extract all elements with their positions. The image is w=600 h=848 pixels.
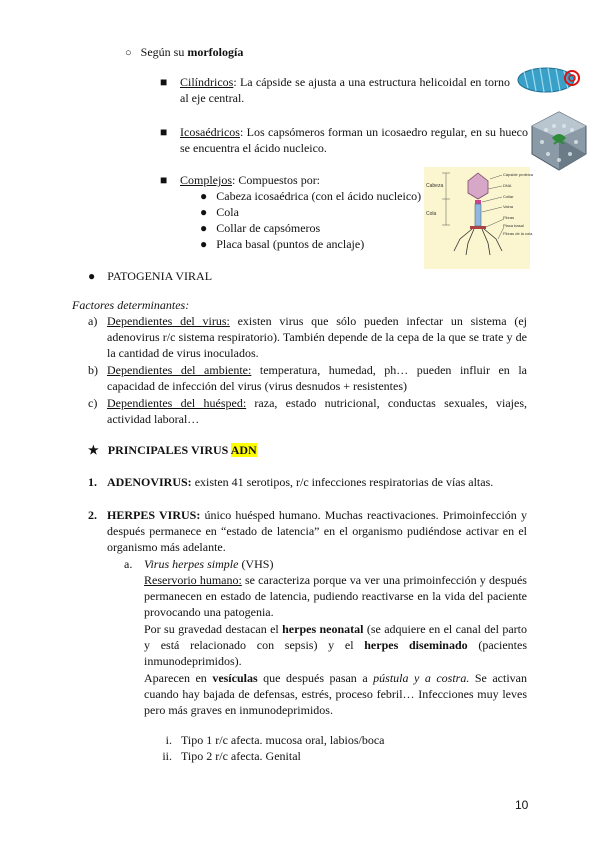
cylindrical-text: : La cápside se ajusta a una estructura helicoidal en torno al eje central. [180, 75, 510, 105]
phage-label: DNA [503, 183, 512, 188]
roman-marker: ii. [162, 749, 172, 763]
heading-bold: morfología [187, 45, 244, 59]
complex-text: : Compuestos por: [232, 173, 321, 187]
star-icon: ★ [88, 443, 99, 457]
square-bullet-icon: ■ [160, 75, 168, 89]
phage-label: Cápside proteica [503, 172, 534, 177]
sub-marker: a. [124, 557, 133, 571]
phage-label: Collar [503, 194, 514, 199]
phage-label: Placa basal [503, 223, 524, 228]
factor-item: Dependientes del virus: existen virus que sólo pueden infectar un sistema (ej adenovirus r/c sistema respiratorio). También depende de la cepa de la que se trate y de la cantidad de virus inoculados. [107, 314, 527, 360]
bacteriophage-diagram [424, 167, 534, 269]
factor-marker: a) [88, 314, 98, 328]
factor-marker: c) [88, 396, 98, 410]
phage-label: Fibras [503, 215, 515, 220]
heading-prefix: Según su [140, 45, 188, 59]
factors-label: Factores determinantes: [72, 298, 190, 312]
phage-label-head: Cabeza [426, 183, 444, 189]
roman-marker: i. [165, 733, 172, 747]
list-item: ● Placa basal (puntos de anclaje) [200, 237, 365, 251]
complex-item [180, 172, 320, 188]
phage-label-tail: Cola [426, 211, 437, 217]
pathogeny-title: PATOGENIA VIRAL [107, 269, 213, 283]
bullet-icon: ● [200, 221, 208, 235]
list-marker: 2. [88, 508, 97, 522]
factor-item: Dependientes del ambiente: temperatura, humedad, ph… pueden influir en la capacidad de infección del virus (virus desnudos + resistentes) [107, 363, 527, 393]
phage-label: Fibras de la cola [503, 231, 533, 236]
bullet-icon: ● [200, 205, 208, 219]
dna-viruses-heading [88, 442, 257, 458]
page-number: 10 [515, 798, 529, 812]
icosahedral-virus-image [526, 108, 592, 174]
bullet-icon: ● [88, 269, 96, 283]
morphology-heading [125, 44, 243, 61]
herpes-item: HERPES VIRUS: único huésped humano. Muchas reactivaciones. Primoinfección y después permanece en “estado de latencia” en el organismo pudiéndose activar en el organismo más adelante. [107, 508, 527, 554]
complex-sublist [200, 188, 421, 252]
helical-virus-image [514, 60, 588, 106]
square-bullet-icon: ■ [160, 173, 168, 187]
hsv-vesicles: Aparecen en vesículas que después pasan a pústula y a costra. Se activan cuando hay bajada de defensas, estrés, proceso febril… Infecciones muy leves pero más graves en inmunodeprimidos. [144, 671, 528, 717]
square-bullet-icon: ■ [160, 125, 168, 139]
cylindrical-item [180, 74, 510, 106]
adenovirus-item: ADENOVIRUS: existen 41 serotipos, r/c infecciones respiratorias de vías altas. [107, 475, 494, 489]
bullet-icon: ● [200, 189, 208, 203]
icosahedral-item [180, 124, 528, 156]
list-item: Tipo 2 r/c afecta. Genital [181, 749, 301, 763]
hsv-reservoir: Reservorio humano: se caracteriza porque va ver una primoinfección y después permanecen en estado de latencia, pudiendo reactivarse en la vida del paciente provocando una patogenia. [144, 573, 527, 619]
list-marker: 1. [88, 475, 97, 489]
icosahedral-term: Icosaédricos [180, 125, 240, 139]
dna-title-highlight: ADN [230, 443, 257, 457]
hsv-title: Virus herpes simple (VHS) [144, 557, 274, 571]
hsv-severity: Por su gravedad destacan el herpes neonatal (se adquiere en el canal del parto y está relacionado con sepsis) y el herpes diseminado (pacientes inmunodeprimidos). [144, 622, 527, 668]
phage-label: Vaina [503, 204, 513, 209]
hollow-circle-bullet-icon: ○ [125, 47, 132, 59]
list-item: Tipo 1 r/c afecta. mucosa oral, labios/boca [181, 733, 385, 747]
dna-title: PRINCIPALES VIRUS [107, 443, 231, 457]
bullet-icon: ● [200, 237, 208, 251]
list-item: ● Collar de capsómeros [200, 221, 321, 235]
pathogeny-heading [88, 268, 212, 284]
complex-term: Complejos [180, 173, 233, 187]
cylindrical-term: Cilíndricos [180, 75, 234, 89]
icosahedral-text: : Los capsómeros forman un icosaedro regular, en su hueco se encuentra el ácido nucleico. [180, 125, 528, 155]
factor-marker: b) [88, 363, 98, 377]
factor-item: Dependientes del huésped: raza, estado nutricional, conductas sexuales, viajes, actividad laboral… [107, 396, 527, 426]
list-item: ● Cola [200, 205, 239, 219]
list-item: ● Cabeza icosaédrica (con el ácido nucleico) [200, 189, 422, 203]
